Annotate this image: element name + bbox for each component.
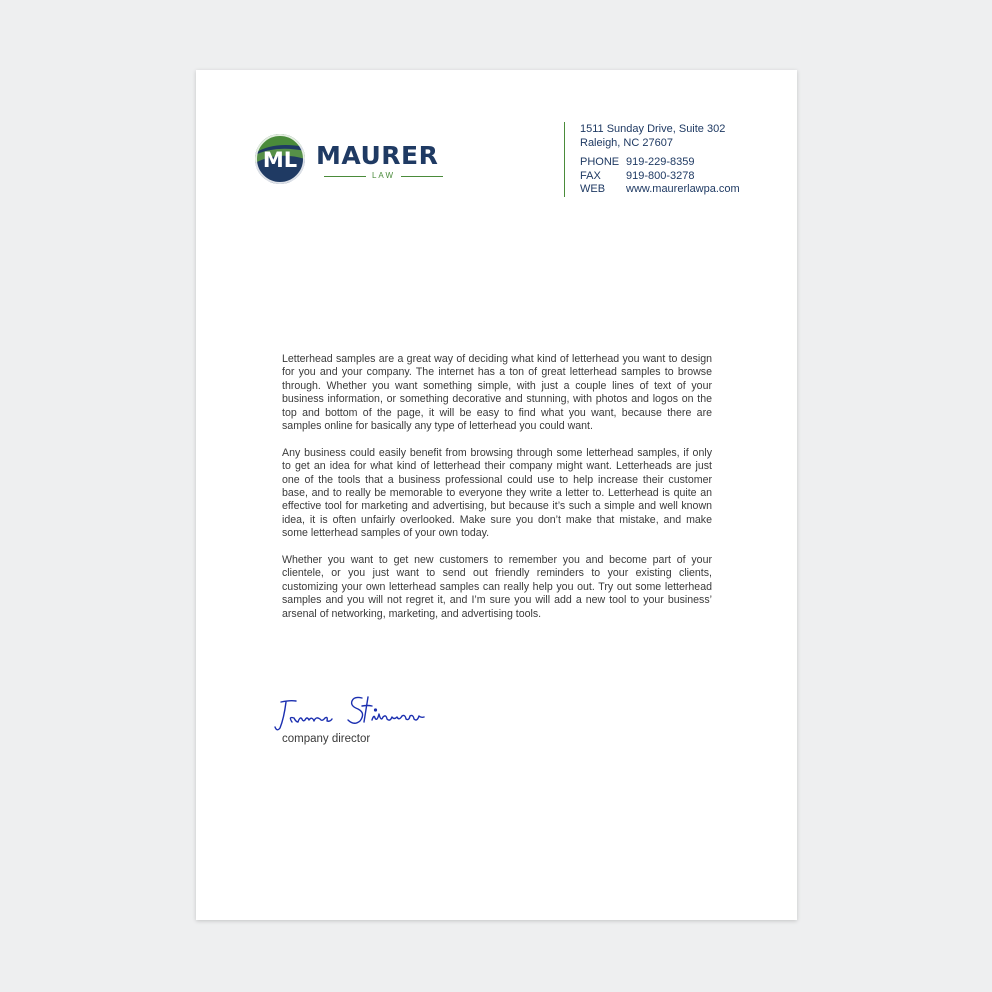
website-url: www.maurerlawpa.com [626,183,740,195]
body-paragraph: Any business could easily benefit from browsing through some letterhead samples, if only to get an idea for what kind of letterhead their company might want. Letterheads are just one of the tools that a business professional could use to help increase their customer base, and to really be memorable to everyone they write a letter to. Letterhead is quite an effective tool for marketing and advertising, but because it’s such a simple and well known idea, it is often unfairly overlooked. Make sure you don’t make that mistake, and make some letterhead samples of your own today. [282,446,712,540]
letterhead-page [196,70,797,920]
company-subtitle-text: LAW [371,171,396,180]
handwritten-signature [272,692,432,736]
logo-emblem-icon [254,133,306,185]
fax-row [580,170,740,184]
company-logo [254,133,454,189]
web-label: WEB [580,183,606,195]
body-paragraph: Whether you want to get new customers to remember you and become part of your clientele, or you just want to send out friendly reminders to your existing clients, customizing your own letterhead samples can really help you out. Try out some letterhead samples and you will not regret it, and I’m sure you will add a new tool to your business’ arsenal of networking, marketing, and advertising tools. [282,554,712,620]
logo-monogram: ML [262,148,298,172]
subtitle-rule-right [401,176,443,177]
body-paragraph: Letterhead samples are a great way of deciding what kind of letterhead you want to design for you and your company. The internet has a ton of great letterhead samples to browse through. Whether you want something simple, with just a couple lines of text of your business information, or something decorative and stunning, with photos and logos on the top and bottom of the page, it will be easy to find what you want, because there are samples online for basically any type of letterhead you could want. [282,353,712,433]
phone-row [580,156,740,170]
signer-title: company director [282,733,371,745]
address [580,123,740,150]
phone-label: PHONE [580,156,620,168]
phone-number: 919-229-8359 [626,156,695,168]
fax-number: 919-800-3278 [626,169,695,182]
address-line-2: Raleigh, NC 27607 [580,136,673,149]
contact-block [580,123,740,197]
company-name: MAURER [316,141,439,170]
address-line-1: 1511 Sunday Drive, Suite 302 [580,123,726,135]
web-row [580,183,740,197]
contact-divider [564,122,565,197]
company-subtitle [324,171,443,183]
letter-body [282,353,712,634]
fax-label: FAX [580,169,601,182]
